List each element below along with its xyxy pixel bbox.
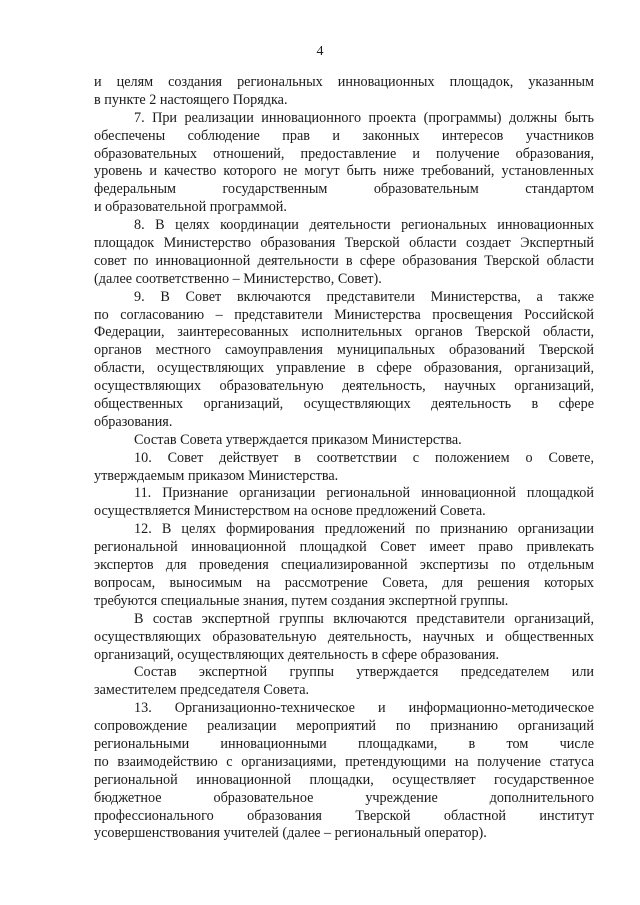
text-line: 11. Признание организации региональной инновационной площадкой — [134, 485, 594, 502]
text-line: 7. При реализации инновационного проекта (программы) должны быть — [134, 109, 594, 126]
text-line: (далее соответственно – Министерство, Совет). — [94, 270, 382, 287]
text-line: Федерации, заинтересованных исполнительных органов Тверской области, — [94, 324, 594, 341]
text-line: Состав Совета утверждается приказом Министерства. — [134, 431, 462, 448]
text-line: федеральным государственным образовательным стандартом — [94, 181, 594, 198]
text-line: области, осуществляющих управление в сфере образования, организаций, — [94, 360, 594, 377]
text-line: уровень и качество которого не могут быть ниже требований, установленных — [94, 163, 594, 180]
page-number: 4 — [316, 44, 324, 59]
text-line: 13. Организационно-техническое и информационно-методическое — [134, 700, 594, 717]
text-line: и целям создания региональных инновационных площадок, указанным — [94, 74, 594, 90]
text-line: органов местного самоуправления муниципальных образований Тверской — [94, 342, 594, 359]
text-line: Состав экспертной группы утверждается председателем или — [134, 664, 594, 681]
text-line: экспертов для проведения специализированной экспертизы по отдельным — [94, 557, 594, 574]
text-line: по согласованию – представители Министерства просвещения Российской — [94, 306, 594, 323]
text-line: по взаимодействию с организациями, претендующими на получение статуса — [94, 753, 594, 770]
text-line: профессионального образования Тверской областной институт — [94, 807, 594, 824]
text-line: требуются специальные знания, путем создания экспертной группы. — [94, 592, 509, 609]
text-line: региональными инновационными площадками, в том числе — [94, 735, 594, 752]
text-line: осуществляется Министерством на основе предложений Совета. — [94, 503, 486, 520]
text-line: организаций, осуществляющих деятельность в сфере образования. — [94, 646, 500, 663]
text-line: региональной инновационной площадкой Совет имеет право привлекать — [94, 539, 594, 556]
text-line: обеспечены соблюдение прав и законных интересов участников — [94, 127, 594, 144]
text-line: образовательных отношений, предоставление и получение образования, — [94, 145, 594, 162]
text-line: общественных организаций, осуществляющих деятельность в сфере — [94, 396, 594, 413]
text-line: площадок Министерство образования Тверской области создает Экспертный — [94, 235, 594, 252]
text-line: совет по инновационной деятельности в сфере образования Тверской области — [94, 252, 594, 269]
text-line: заместителем председателя Совета. — [94, 682, 310, 699]
text-line: вопросам, выносимым на рассмотрение Совета, для решения которых — [94, 574, 594, 591]
text-line: утверждаемым приказом Министерства. — [94, 467, 339, 484]
text-line: и образовательной программой. — [94, 199, 287, 216]
text-line: осуществляющих образовательную деятельность, научных организаций, — [94, 378, 594, 395]
text-line: сопровождение реализации мероприятий по признанию организаций — [94, 718, 594, 735]
document-body — [94, 74, 594, 843]
text-line: в пункте 2 настоящего Порядка. — [94, 91, 288, 108]
text-line: региональной инновационной площадки, осуществляет государственное — [94, 771, 594, 788]
text-line: 10. Совет действует в соответствии с положением о Совете, — [134, 449, 594, 466]
text-line: усовершенствования учителей (далее – региональный оператор). — [94, 825, 487, 842]
text-line: 8. В целях координации деятельности региональных инновационных — [134, 217, 594, 234]
text-line: осуществляющих образовательную деятельность, научных и общественных — [94, 628, 594, 645]
text-line: 9. В Совет включаются представители Министерства, а также — [134, 288, 594, 305]
text-line: 12. В целях формирования предложений по признанию организации — [134, 521, 594, 538]
text-line: образования. — [94, 413, 173, 430]
text-line: бюджетное образовательное учреждение дополнительного — [94, 789, 594, 806]
text-line: В состав экспертной группы включаются представители организаций, — [134, 610, 594, 627]
